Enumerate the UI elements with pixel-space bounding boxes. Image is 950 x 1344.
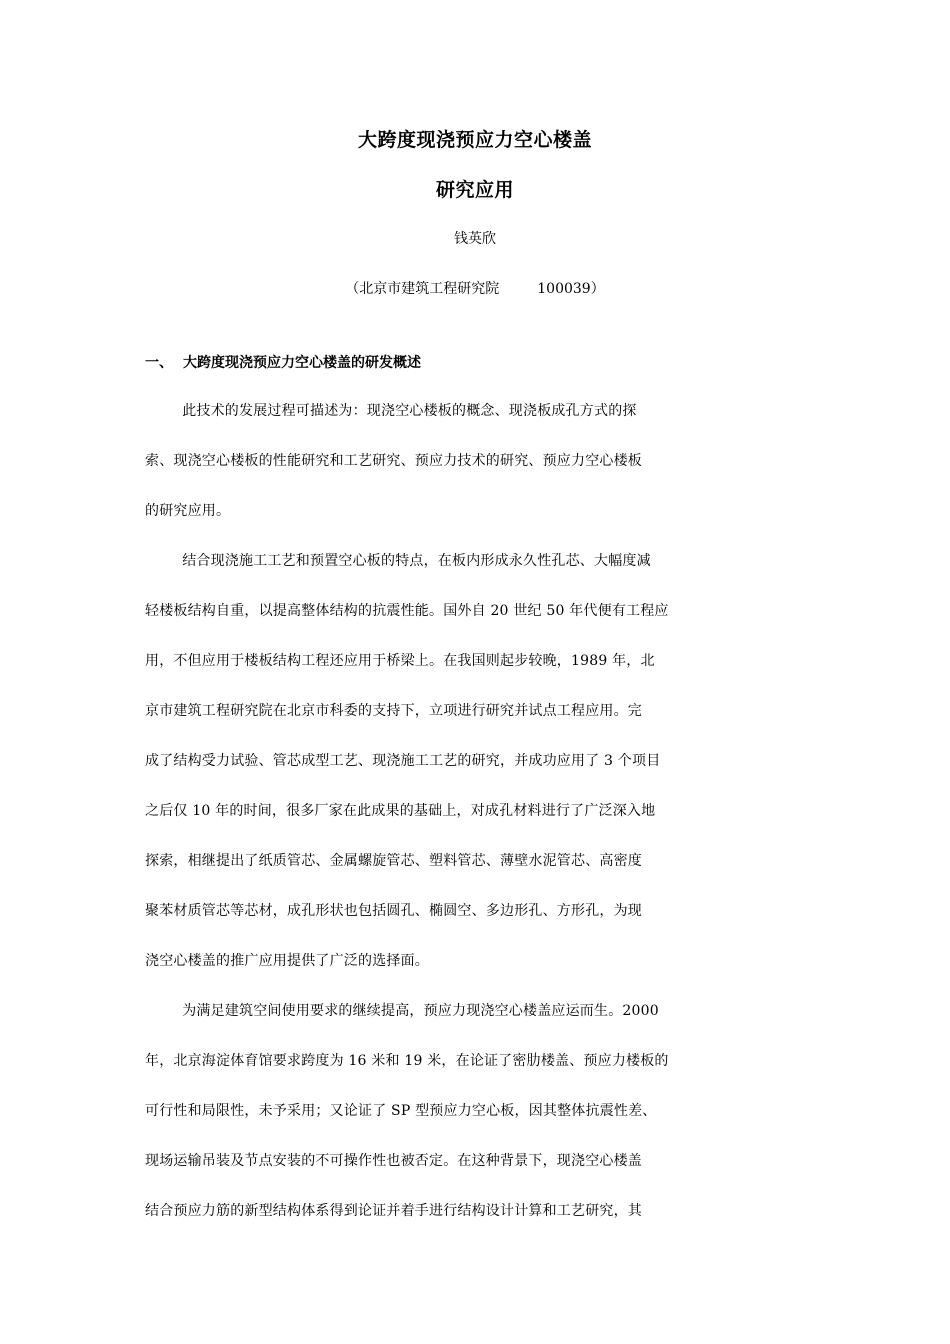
document-title-line2: 研究应用	[435, 179, 514, 201]
affiliation-postal-code: 100039）	[537, 281, 605, 297]
author-name: 钱英欣	[454, 231, 496, 247]
body-text-line: 轻楼板结构自重，以提高整体结构的抗震性能。国外自 20 世纪 50 年代便有工程应	[145, 603, 669, 619]
section-title: 大跨度现浇预应力空心楼盖的研发概述	[183, 355, 421, 371]
body-text-line: 用，不但应用于楼板结构工程还应用于桥梁上。在我国则起步较晚，1989 年，北	[145, 653, 655, 669]
body-text-line: 结合现浇施工工艺和预置空心板的特点，在板内形成永久性孔芯、大幅度减	[145, 553, 651, 569]
body-text-line: 此技术的发展过程可描述为：现浇空心楼板的概念、现浇板成孔方式的探	[145, 403, 637, 419]
body-text-line: 探索，相继提出了纸质管芯、金属螺旋管芯、塑料管芯、薄壁水泥管芯、高密度	[145, 853, 642, 869]
body-text-line: 现场运输吊装及节点安装的不可操作性也被否定。在这种背景下，现浇空心楼盖	[145, 1153, 642, 1169]
body-text-line: 的研究应用。	[145, 503, 231, 519]
document-title-line1: 大跨度现浇预应力空心楼盖	[357, 129, 592, 151]
body-text-line: 结合预应力筋的新型结构体系得到论证并着手进行结构设计计算和工艺研究，其	[145, 1203, 642, 1219]
body-text-line: 浇空心楼盖的推广应用提供了广泛的选择面。	[145, 953, 429, 969]
body-text-line: 之后仅 10 年的时间，很多厂家在此成果的基础上，对成孔材料进行了广泛深入地	[145, 803, 656, 819]
affiliation-organization: （北京市建筑工程研究院	[345, 281, 500, 297]
section-number: 一、	[145, 355, 173, 371]
body-text-line: 聚苯材质管芯等芯材，成孔形状也包括圆孔、椭圆空、多边形孔、方形孔，为现	[145, 903, 642, 919]
author-affiliation	[0, 278, 950, 298]
body-text-line: 成了结构受力试验、管芯成型工艺、现浇施工工艺的研究，并成功应用了 3 个项目	[145, 753, 661, 769]
body-text-line: 索、现浇空心楼板的性能研究和工艺研究、预应力技术的研究、预应力空心楼板	[145, 453, 642, 469]
body-text-line: 京市建筑工程研究院在北京市科委的支持下，立项进行研究并试点工程应用。完	[145, 703, 642, 719]
body-text-line: 可行性和局限性，未予采用；又论证了 SP 型预应力空心板，因其整体抗震性差、	[145, 1103, 657, 1119]
body-text-line: 为满足建筑空间使用要求的继续提高，预应力现浇空心楼盖应运而生。2000	[145, 1003, 659, 1019]
section-heading	[145, 352, 421, 372]
body-text-line: 年，北京海淀体育馆要求跨度为 16 米和 19 米，在论证了密肋楼盖、预应力楼板的	[145, 1053, 669, 1069]
